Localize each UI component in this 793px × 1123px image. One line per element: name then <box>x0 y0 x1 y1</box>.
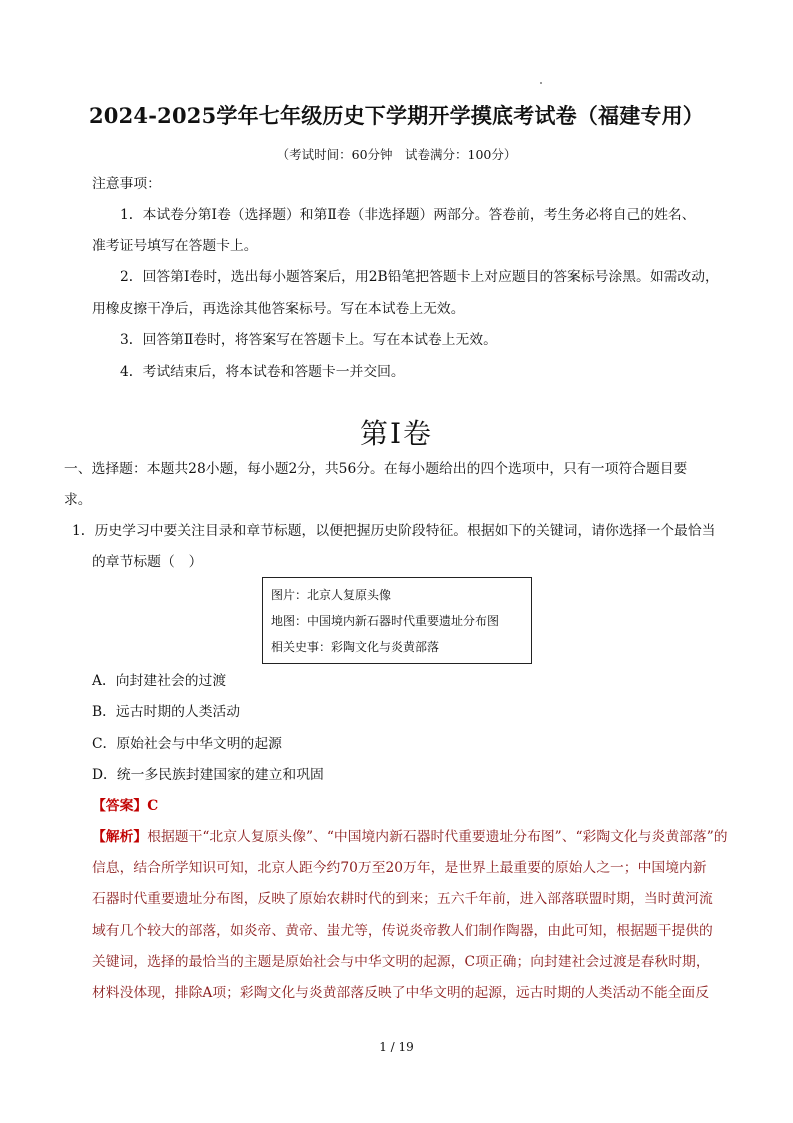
answer-label: 【答案】 <box>92 798 148 814</box>
notice-item-3: 3．回答第Ⅱ卷时，将答案写在答题卡上。写在本试卷上无效。 <box>120 332 497 348</box>
analysis-line-1 <box>92 828 728 846</box>
option-c: C．原始社会与中华文明的起源 <box>92 736 282 752</box>
analysis-label: 【解析】 <box>92 829 148 845</box>
analysis-line-6: 材料没体现，排除A项；彩陶文化与炎黄部落反映了中华文明的起源，远古时期的人类活动不能全面反 <box>92 985 710 1001</box>
section-instruction-line-1: 一、选择题：本题共28小题，每小题2分，共56分。在每小题给出的四个选项中，只有一项符合题目要 <box>64 461 688 477</box>
page-number: 1 / 19 <box>379 1040 414 1054</box>
page-title: 2024-2025学年七年级历史下学期开学摸底考试卷（福建专用） <box>88 103 704 128</box>
exam-info: （考试时间：60分钟 试卷满分：100分） <box>276 147 517 162</box>
analysis-line-3: 石器时代重要遗址分布图，反映了原始农耕时代的到来；五六千年前，进入部落联盟时期，当时黄河流 <box>92 891 713 907</box>
notice-item-1-line-2: 准考证号填写在答题卡上。 <box>92 238 258 254</box>
volume-title: 第Ⅰ卷 <box>359 417 434 450</box>
analysis-line-4: 域有几个较大的部落，如炎帝、黄帝、蚩尤等，传说炎帝教人们制作陶器，由此可知，根据题干提供的 <box>92 923 713 939</box>
answer-value: C <box>147 798 159 814</box>
question-1-stem-line-2: 的章节标题（ ） <box>92 554 203 570</box>
keyword-box-line-2: 地图：中国境内新石器时代重要遗址分布图 <box>271 614 500 628</box>
option-a: A．向封建社会的过渡 <box>92 673 227 689</box>
speck-mark <box>540 82 542 84</box>
notice-heading: 注意事项： <box>92 176 161 192</box>
option-d: D．统一多民族封建国家的建立和巩固 <box>92 767 324 783</box>
notice-item-1-line-1: 1．本试卷分第Ⅰ卷（选择题）和第Ⅱ卷（非选择题）两部分。答卷前，考生务必将自己的姓名、 <box>120 207 696 223</box>
answer-line <box>92 797 158 815</box>
notice-item-2-line-2: 用橡皮擦干净后，再选涂其他答案标号。写在本试卷上无效。 <box>92 301 465 317</box>
question-1-keyword-box <box>262 577 532 664</box>
notice-item-2-line-1: 2．回答第Ⅰ卷时，选出每小题答案后，用2B铅笔把答题卡上对应题目的答案标号涂黑。如需改动， <box>120 269 719 285</box>
analysis-line-5: 关键词，选择的最恰当的主题是原始社会与中华文明的起源，C项正确；向封建社会过渡是春秋时期， <box>92 954 710 970</box>
section-instruction-line-2: 求。 <box>64 492 92 508</box>
analysis-text-1: 根据题干“北京人复原头像”、“中国境内新石器时代重要遗址分布图”、“彩陶文化与炎黄部落”的 <box>147 829 728 845</box>
analysis-line-2: 信息，结合所学知识可知，北京人距今约70万至20万年，是世界上最重要的原始人之一；中国境内新 <box>92 860 707 876</box>
question-1-stem-line-1: 1．历史学习中要关注目录和章节标题，以便把握历史阶段特征。根据如下的关键词，请你选择一个最恰当 <box>72 523 716 539</box>
notice-item-4: 4．考试结束后，将本试卷和答题卡一并交回。 <box>120 364 405 380</box>
keyword-box-line-3: 相关史事：彩陶文化与炎黄部落 <box>271 640 440 654</box>
keyword-box-line-1: 图片：北京人复原头像 <box>271 588 392 602</box>
option-b: B．远古时期的人类活动 <box>92 704 241 720</box>
